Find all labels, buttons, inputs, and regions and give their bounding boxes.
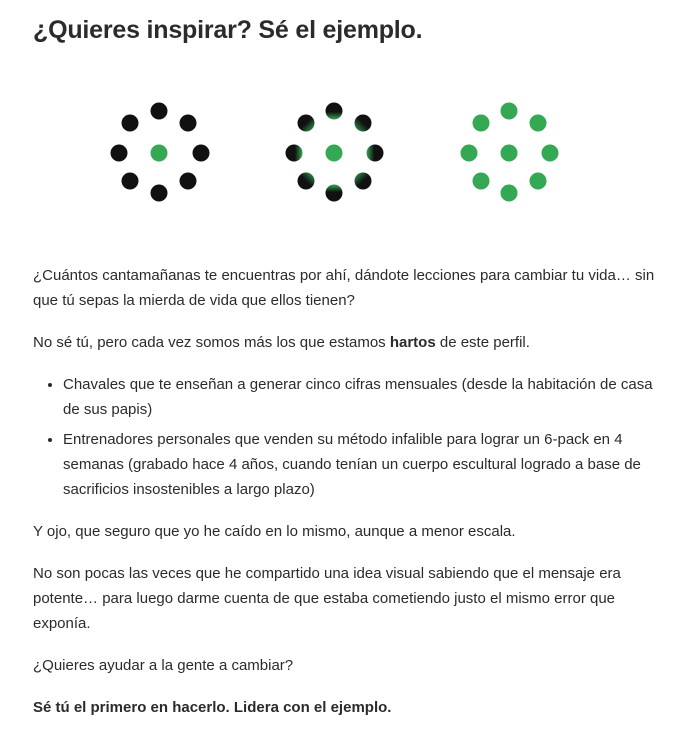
list-item: • Entrenadores personales que venden su método infalible para lograr un 6-pack en 4 semanas (grabado hace 4 años, cuando tenían un cuerpo escultural logrado a base de sacrificios insostenibles a largo plazo): [63, 427, 673, 502]
dot: [180, 173, 197, 190]
dot: [111, 145, 128, 162]
dots-illustration: [0, 90, 700, 220]
paragraph-error: No son pocas las veces que he compartido una idea visual sabiendo que el mensaje era potente… para luego darme cuenta de que estaba cometiendo justo el mismo error que exponía.: [33, 565, 621, 632]
paragraph-hartos-start: No sé tú, pero cada vez somos más los que estamos: [33, 334, 390, 351]
dot: [355, 115, 372, 132]
dot: [501, 185, 518, 202]
paragraph-question: ¿Quieres ayudar a la gente a cambiar?: [33, 657, 294, 674]
emphasis-hartos: hartos: [389, 334, 436, 351]
dot: [355, 173, 372, 190]
dot: [501, 145, 518, 162]
dot: [298, 115, 315, 132]
dot: [180, 115, 197, 132]
page-title: ¿Quieres inspirar? Sé el ejemplo.: [33, 16, 423, 44]
dot-group-3: [461, 103, 559, 202]
dot: [501, 103, 518, 120]
dot: [286, 145, 303, 162]
dot: [530, 173, 547, 190]
dot-group-1: [111, 103, 210, 202]
paragraph-hartos: [33, 330, 673, 355]
dot: [326, 185, 343, 202]
dot: [122, 115, 139, 132]
list-item: • Chavales que te enseñan a generar cinco cifras mensuales (desde la habitación de casa de sus papis): [63, 372, 673, 422]
dot: [151, 145, 168, 162]
dot: [151, 185, 168, 202]
dot-group-2: [286, 103, 384, 202]
dot: [326, 103, 343, 120]
dot: [473, 115, 490, 132]
paragraph-ojo: Y ojo, que seguro que yo he caído en lo mismo, aunque a menor escala.: [33, 523, 516, 540]
dot: [326, 145, 343, 162]
paragraph-hartos-end: de este perfil.: [435, 334, 530, 351]
dot: [151, 103, 168, 120]
dot: [530, 115, 547, 132]
article-body: [33, 263, 673, 737]
paragraph-intro: ¿Cuántos cantamañanas te encuentras por ahí, dándote lecciones para cambiar tu vida… sin que tú sepas la mierda de vida que ellos tienen?: [33, 267, 655, 309]
dot: [461, 145, 478, 162]
dot: [298, 173, 315, 190]
dot: [367, 145, 384, 162]
dot: [542, 145, 559, 162]
dot: [193, 145, 210, 162]
bullet-list: [33, 372, 673, 502]
paragraph-conclusion: Sé tú el primero en hacerlo. Lidera con el ejemplo.: [33, 699, 392, 716]
dot: [122, 173, 139, 190]
dot: [473, 173, 490, 190]
